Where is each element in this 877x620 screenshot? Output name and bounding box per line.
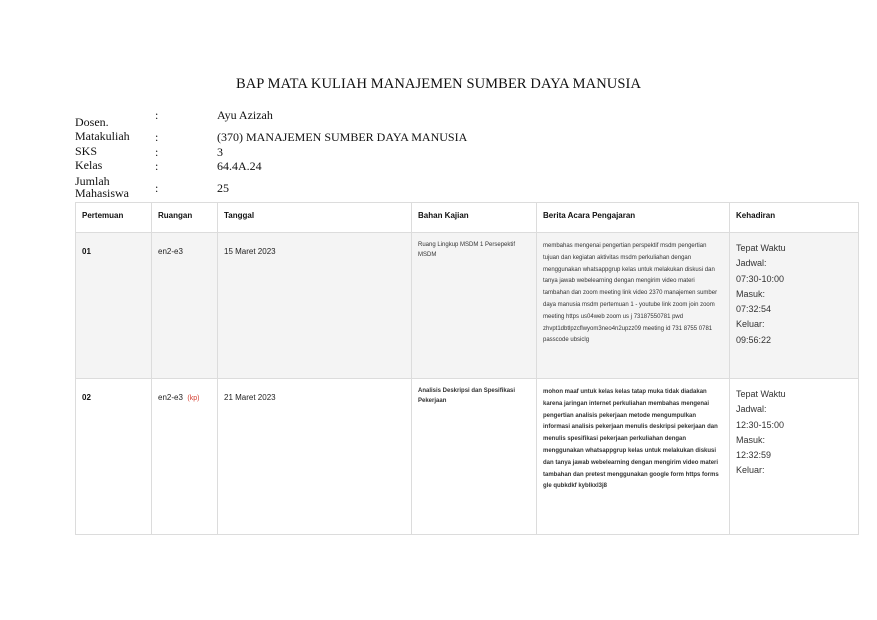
- cell-pertemuan: [76, 233, 152, 379]
- cell-ruangan: [152, 233, 218, 379]
- table-header-row: [76, 203, 859, 233]
- header-tanggal: Tanggal: [218, 203, 412, 233]
- header-kehadiran: Kehadiran: [730, 203, 859, 233]
- info-colon: :: [155, 159, 159, 173]
- cell-ruangan: [152, 379, 218, 535]
- keluar-label: Keluar:: [736, 319, 765, 330]
- info-label: SKS: [75, 144, 98, 158]
- bahan-kajian-text: Analisis Deskripsi dan Spesifikasi Pekerjaan: [418, 388, 516, 404]
- info-value: 3: [217, 145, 223, 159]
- info-colon: :: [155, 108, 159, 122]
- bap-table: [75, 202, 859, 535]
- info-value: Ayu Azizah: [217, 108, 273, 122]
- cell-bahan: [412, 233, 537, 379]
- cell-pertemuan: [76, 379, 152, 535]
- info-value: 64.4A.24: [217, 159, 262, 173]
- kehadiran-block: [736, 241, 852, 348]
- header-ruangan: Ruangan: [152, 203, 218, 233]
- info-colon: :: [155, 130, 159, 144]
- header-pertemuan: Pertemuan: [76, 203, 152, 233]
- info-label: Matakuliah: [75, 129, 130, 143]
- info-value: (370) MANAJEMEN SUMBER DAYA MANUSIA: [217, 130, 468, 144]
- info-label: Dosen.: [75, 115, 109, 129]
- pertemuan-number: 01: [82, 247, 91, 256]
- jadwal-label: Jadwal:: [736, 404, 767, 415]
- header-berita-acara: Berita Acara Pengajaran: [537, 203, 730, 233]
- bahan-kajian-text: Ruang Lingkup MSDM 1 Persepektif MSDM: [418, 242, 516, 258]
- table-row: [76, 233, 859, 379]
- table-row: [76, 379, 859, 535]
- cell-bahan: [412, 379, 537, 535]
- info-value: 25: [217, 181, 229, 195]
- keluar-value: 09:56:22: [736, 334, 772, 345]
- ruangan-value: en2-e3: [158, 247, 183, 256]
- tanggal-value: 15 Maret 2023: [224, 247, 276, 256]
- kp-badge: (kp): [187, 395, 200, 402]
- header-bahan-kajian: Bahan Kajian: [412, 203, 537, 233]
- info-label: Jumlah Mahasiswa: [75, 174, 129, 200]
- tanggal-value: 21 Maret 2023: [224, 393, 276, 402]
- status-text: Tepat Waktu: [736, 243, 786, 253]
- cell-tanggal: [218, 379, 412, 535]
- masuk-value: 12:32:59: [736, 450, 772, 461]
- jadwal-label: Jadwal:: [736, 258, 767, 269]
- cell-kehadiran: [730, 379, 859, 535]
- cell-berita: [537, 379, 730, 535]
- jadwal-value: 12:30-15:00: [736, 419, 785, 430]
- pertemuan-number: 02: [82, 393, 91, 402]
- page-title: BAP MATA KULIAH MANAJEMEN SUMBER DAYA MANUSIA: [235, 76, 642, 92]
- info-colon: :: [155, 145, 159, 159]
- info-label: Kelas: [75, 158, 103, 172]
- berita-acara-text: membahas mengenai pengertian perspektif msdm pengertian tujuan dan kegiatan aktivitas msdm perkuliahan dengan menggunakan whatsappgrup kelas untuk melakukan diskusi dan tanya jawab webelearning dengan mengirim video materi tambahan dan zoom meeting link video 2370 manajemen sumber daya manusia msdm pertemuan 1 - youtube link zoom join zoom meeting https us04web zoom us j 73187550781 pwd zhvpt1dbtlpzcflwyom3neo4n2upzz09 meeting id 731 8755 0781 passcode ubsiclg: [543, 243, 718, 344]
- berita-acara-text: mohon maaf untuk kelas kelas tatap muka tidak diadakan karena jaringan internet perkuliahan membahas mengenai pengertian analisis pekerjaan metode mengumpulkan informasi analisis pekerjaan menulis deskripsi pekerjaan dan menulis spesifikasi pekerjaan perkuliahan dengan menggunakan whatsappgrup kelas untuk melakukan diskusi dan tanya jawab webelearning dengan mengirim video materi tambahan dan pretest menggunakan google form https forms gle qubkdkf kyblkxl3j8: [543, 389, 719, 490]
- jadwal-value: 07:30-10:00: [736, 273, 785, 284]
- cell-tanggal: [218, 233, 412, 379]
- ruangan-value: en2-e3: [158, 393, 183, 402]
- status-text: Tepat Waktu: [736, 389, 786, 399]
- masuk-value: 07:32:54: [736, 304, 772, 315]
- kehadiran-block: [736, 387, 852, 479]
- cell-berita: [537, 233, 730, 379]
- keluar-label: Keluar:: [736, 465, 765, 476]
- masuk-label: Masuk:: [736, 434, 766, 445]
- info-colon: :: [155, 181, 159, 195]
- masuk-label: Masuk:: [736, 288, 766, 299]
- cell-kehadiran: [730, 233, 859, 379]
